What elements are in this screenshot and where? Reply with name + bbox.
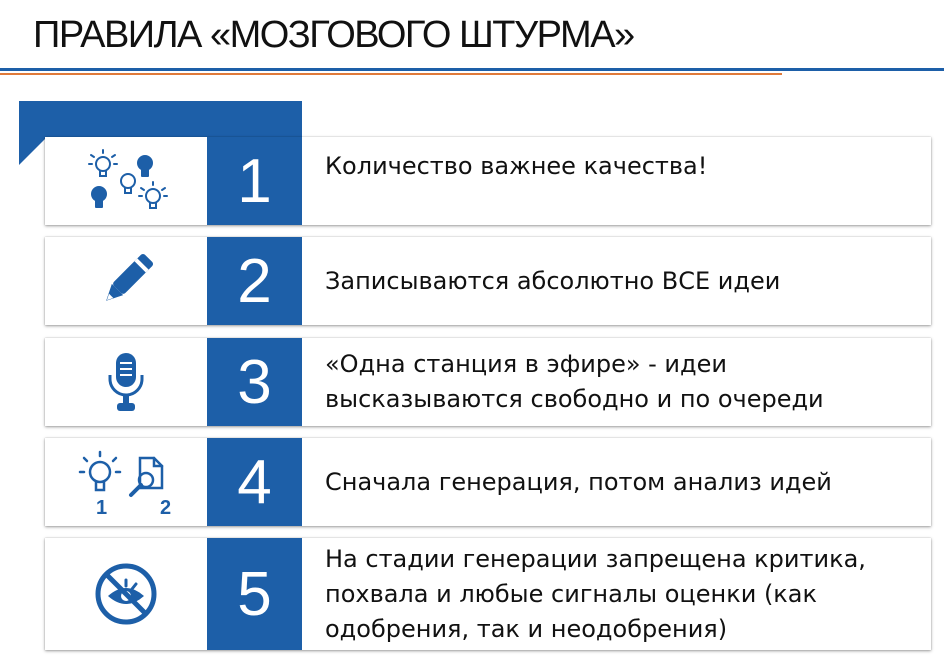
microphone-icon bbox=[45, 338, 207, 426]
title-underline-blue bbox=[0, 68, 944, 71]
analysis-step-label: 1 bbox=[96, 497, 108, 518]
rule-row-5 bbox=[45, 538, 931, 650]
rule-text: Количество важнее качества! bbox=[325, 152, 708, 180]
rule-text: «Одна станция в эфире» - идеи высказываются свободно и по очереди bbox=[325, 350, 824, 413]
rule-row-1 bbox=[45, 137, 931, 225]
rule-row-2 bbox=[45, 237, 931, 325]
rule-number: 2 bbox=[207, 237, 302, 325]
rule-text: На стадии генерации запрещена критика, похвала и любые сигналы оценки (как одобрения, так и неодобрения) bbox=[325, 544, 866, 643]
pen-icon bbox=[45, 237, 207, 325]
rule-row-3 bbox=[45, 338, 931, 426]
rule-text: Записываются абсолютно ВСЕ идеи bbox=[325, 266, 781, 295]
rule-row-4 bbox=[45, 438, 931, 526]
idea-then-analysis-icon bbox=[45, 438, 207, 526]
rule-text: Сначала генерация, потом анализ идей bbox=[325, 467, 832, 496]
lightbulbs-icon bbox=[45, 137, 207, 225]
page-title: ПРАВИЛА «МОЗГОВОГО ШТУРМА» bbox=[33, 14, 634, 56]
rule-number: 4 bbox=[207, 438, 302, 526]
analysis-step-label: 2 bbox=[160, 497, 172, 518]
rule-number: 5 bbox=[207, 538, 302, 650]
header-tab-fold bbox=[19, 137, 47, 165]
rule-number: 3 bbox=[207, 338, 302, 426]
rule-number: 1 bbox=[207, 137, 302, 225]
title-underline-orange bbox=[0, 73, 782, 75]
no-eye-icon bbox=[45, 538, 207, 650]
header-tab bbox=[19, 101, 302, 137]
